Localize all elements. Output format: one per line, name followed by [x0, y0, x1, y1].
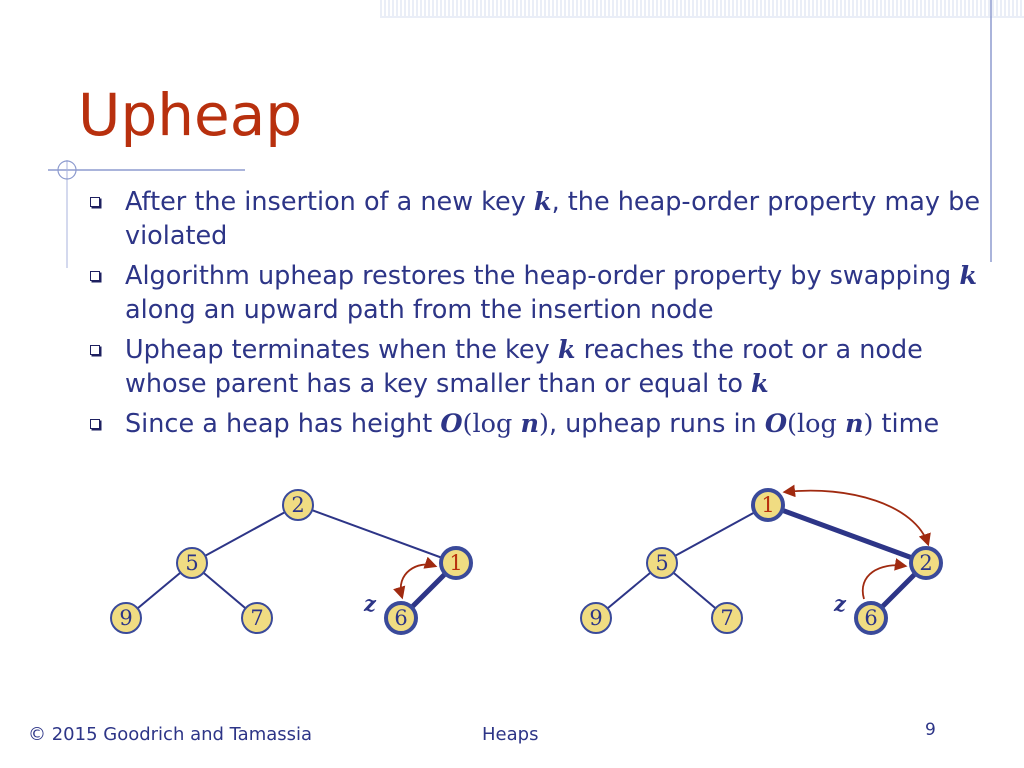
math-var: n — [844, 409, 864, 439]
math-var: O — [440, 409, 463, 439]
bullet-item — [88, 407, 988, 441]
top-hatch-band — [380, 0, 1024, 16]
math-var: k — [959, 261, 977, 291]
node-key: 2 — [291, 493, 305, 517]
node-key: 9 — [589, 606, 603, 630]
bullet-text: Algorithm upheap restores the heap-order property by swapping — [125, 261, 960, 291]
bullet-text: reaches the root or a node whose parent has a key smaller than or equal to — [125, 335, 923, 399]
math-text: ) — [538, 409, 549, 439]
bullet-marker-icon — [90, 271, 100, 281]
bullet-text: , upheap runs in — [548, 409, 765, 439]
node-key: 6 — [394, 606, 408, 630]
slide-title: Upheap — [78, 81, 303, 149]
bullet-list — [88, 185, 988, 447]
bullet-item — [88, 259, 988, 327]
node-key: 6 — [864, 606, 878, 630]
heap-before — [111, 490, 471, 633]
node-key: 1 — [761, 493, 775, 517]
math-var: k — [533, 187, 552, 217]
swap-arrow — [863, 565, 905, 599]
page-number: 9 — [925, 720, 936, 740]
footer-copyright: © 2015 Goodrich and Tamassia — [28, 724, 313, 745]
bullet-marker-icon — [90, 345, 100, 355]
math-text: (log — [462, 409, 521, 439]
heap-after — [581, 490, 941, 633]
node-key: 2 — [919, 551, 933, 575]
bullet-text: time — [873, 409, 940, 439]
footer-topic: Heaps — [482, 724, 539, 745]
node-key: 5 — [185, 551, 199, 575]
bullet-item — [88, 333, 988, 401]
bullet-marker-icon — [90, 197, 100, 207]
bullet-marker-icon — [90, 419, 100, 429]
node-key: 1 — [449, 551, 463, 575]
bullet-item — [88, 185, 988, 253]
tree-edge — [192, 505, 298, 563]
z-label: z — [834, 591, 846, 616]
bullet-text: After the insertion of a new key — [125, 187, 534, 217]
node-key: 5 — [655, 551, 669, 575]
node-key: 7 — [720, 606, 734, 630]
math-var: n — [520, 409, 539, 439]
bullet-text: Since a heap has height — [125, 409, 441, 439]
bullet-text: , the heap-order property may be violated — [125, 187, 981, 251]
math-var: k — [751, 369, 769, 399]
upheap-diagram — [0, 470, 1024, 670]
math-text: (log — [787, 409, 845, 439]
bullet-text: along an upward path from the insertion node — [125, 295, 714, 325]
node-key: 9 — [119, 606, 133, 630]
math-var: k — [557, 335, 576, 365]
bullet-text: Upheap terminates when the key — [125, 335, 558, 365]
node-key: 7 — [250, 606, 264, 630]
math-var: O — [764, 409, 788, 439]
tree-edge — [298, 505, 456, 563]
tree-edge — [662, 505, 768, 563]
z-label: z — [364, 591, 376, 616]
math-text: ) — [863, 409, 874, 439]
